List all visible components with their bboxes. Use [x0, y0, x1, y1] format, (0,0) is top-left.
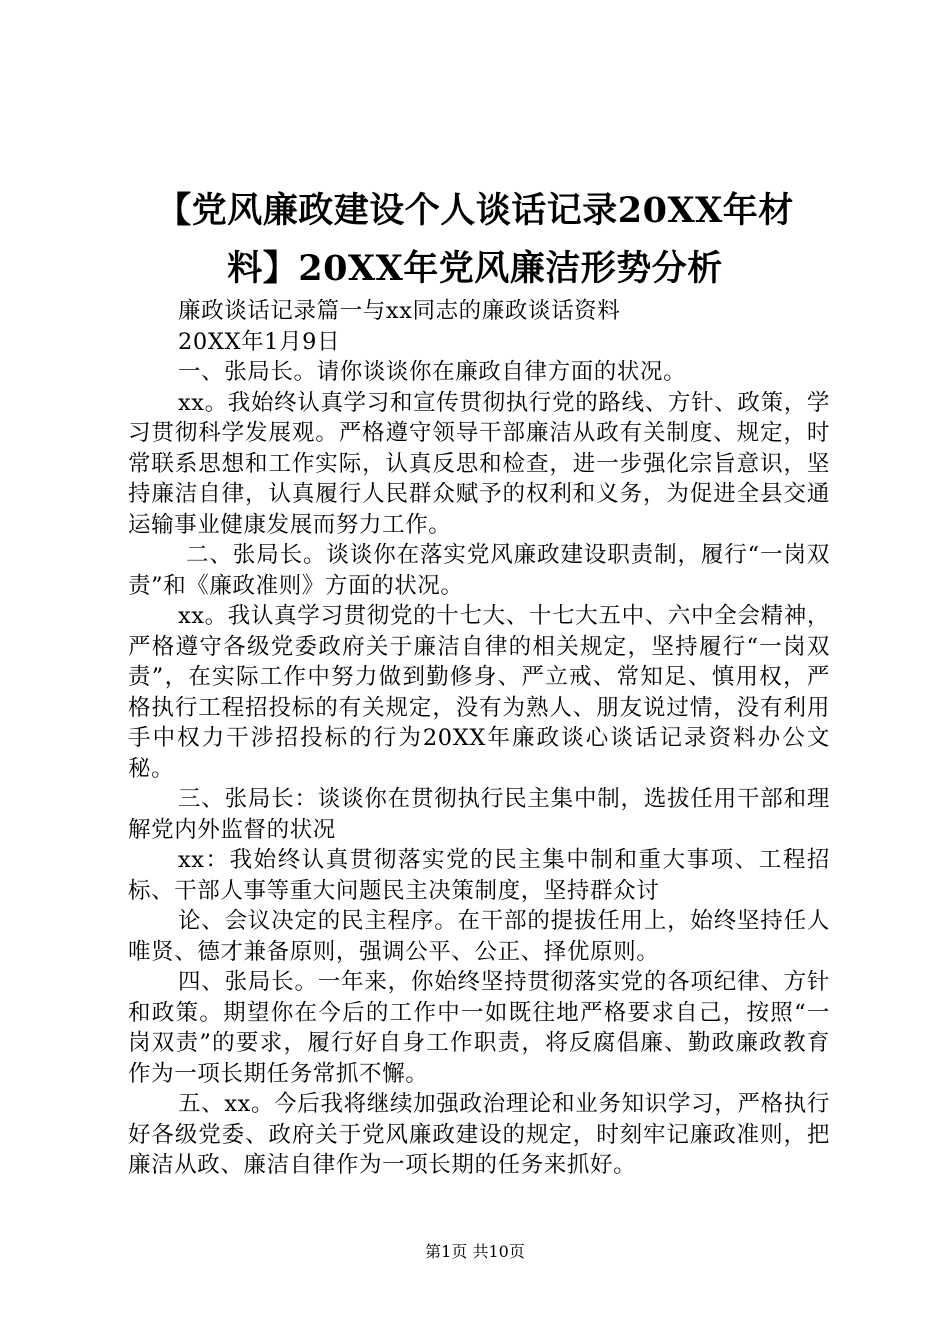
- paragraph-heading: 廉政谈话记录篇一与xx同志的廉政谈话资料: [178, 298, 621, 324]
- title-line-1: 【党风廉政建设个人谈话记录20XX年材: [156, 190, 794, 231]
- paragraph-question-1: 一、张局长。请你谈谈你在廉政自律方面的状况。: [178, 359, 687, 385]
- document-title: [120, 182, 830, 298]
- paragraph-answer-3: xx：我始终认真贯彻落实党的民主集中制和重大事项、工程招标、干部人事等重大问题民主决策制度，坚持群众讨: [128, 847, 830, 904]
- title-line-2: 料】20XX年党风廉洁形势分析: [227, 248, 723, 289]
- paragraph-answer-1: xx。我始终认真学习和宣传贯彻执行党的路线、方针、政策，学习贯彻科学发展观。严格遵守领导干部廉洁从政有关制度、规定，时常联系思想和工作实际，认真反思和检查，进一步强化宗旨意识，坚持廉洁自律，认真履行人民群众赋予的权利和义务，为促进全县交通运输事业健康发展而努力工作。: [128, 389, 830, 538]
- paragraph-answer-2: xx。我认真学习贯彻党的十七大、十七大五中、六中全会精神，严格遵守各级党委政府关于廉洁自律的相关规定，坚持履行“一岗双责”，在实际工作中努力做到勤修身、严立戒、常知足、慎用权，严格执行工程招投标的有关规定，没有为熟人、朋友说过情，没有利用手中权力干涉招投标的行为20XX年廉政谈心谈话记录资料办公文秘。: [128, 603, 830, 782]
- paragraph-answer-3-continued: 论、会议决定的民主程序。在干部的提拔任用上，始终坚持任人唯贤、德才兼备原则，强调公平、公正、择优原则。: [128, 908, 830, 965]
- paragraph-answer-5: 五、xx。今后我将继续加强政治理论和业务知识学习，严格执行好各级党委、政府关于党风廉政建设的规定，时刻牢记廉政准则，把廉洁从政、廉洁自律作为一项长期的任务来抓好。: [128, 1091, 830, 1178]
- page-number: 第1页: [425, 1242, 468, 1261]
- paragraph-question-4: 四、张局长。一年来，你始终坚持贯彻落实党的各项纪律、方针和政策。期望你在今后的工作中一如既往地严格要求自己，按照“一岗双责”的要求，履行好自身工作职责，将反腐倡廉、勤政廉政教育作为一项长期任务常抓不懈。: [128, 969, 830, 1087]
- paragraph-date: 20XX年1月9日: [178, 328, 341, 355]
- page-footer: [0, 1242, 950, 1262]
- page-total: 共10页: [472, 1242, 525, 1261]
- paragraph-question-2: 二、张局长。谈谈你在落实党风廉政建设职责制，履行“一岗双责”和《廉政准则》方面的状况。: [128, 542, 830, 599]
- document-body: [128, 296, 830, 1181]
- paragraph-question-3: 三、张局长：谈谈你在贯彻执行民主集中制，选拔任用干部和理解党内外监督的状况: [128, 786, 830, 843]
